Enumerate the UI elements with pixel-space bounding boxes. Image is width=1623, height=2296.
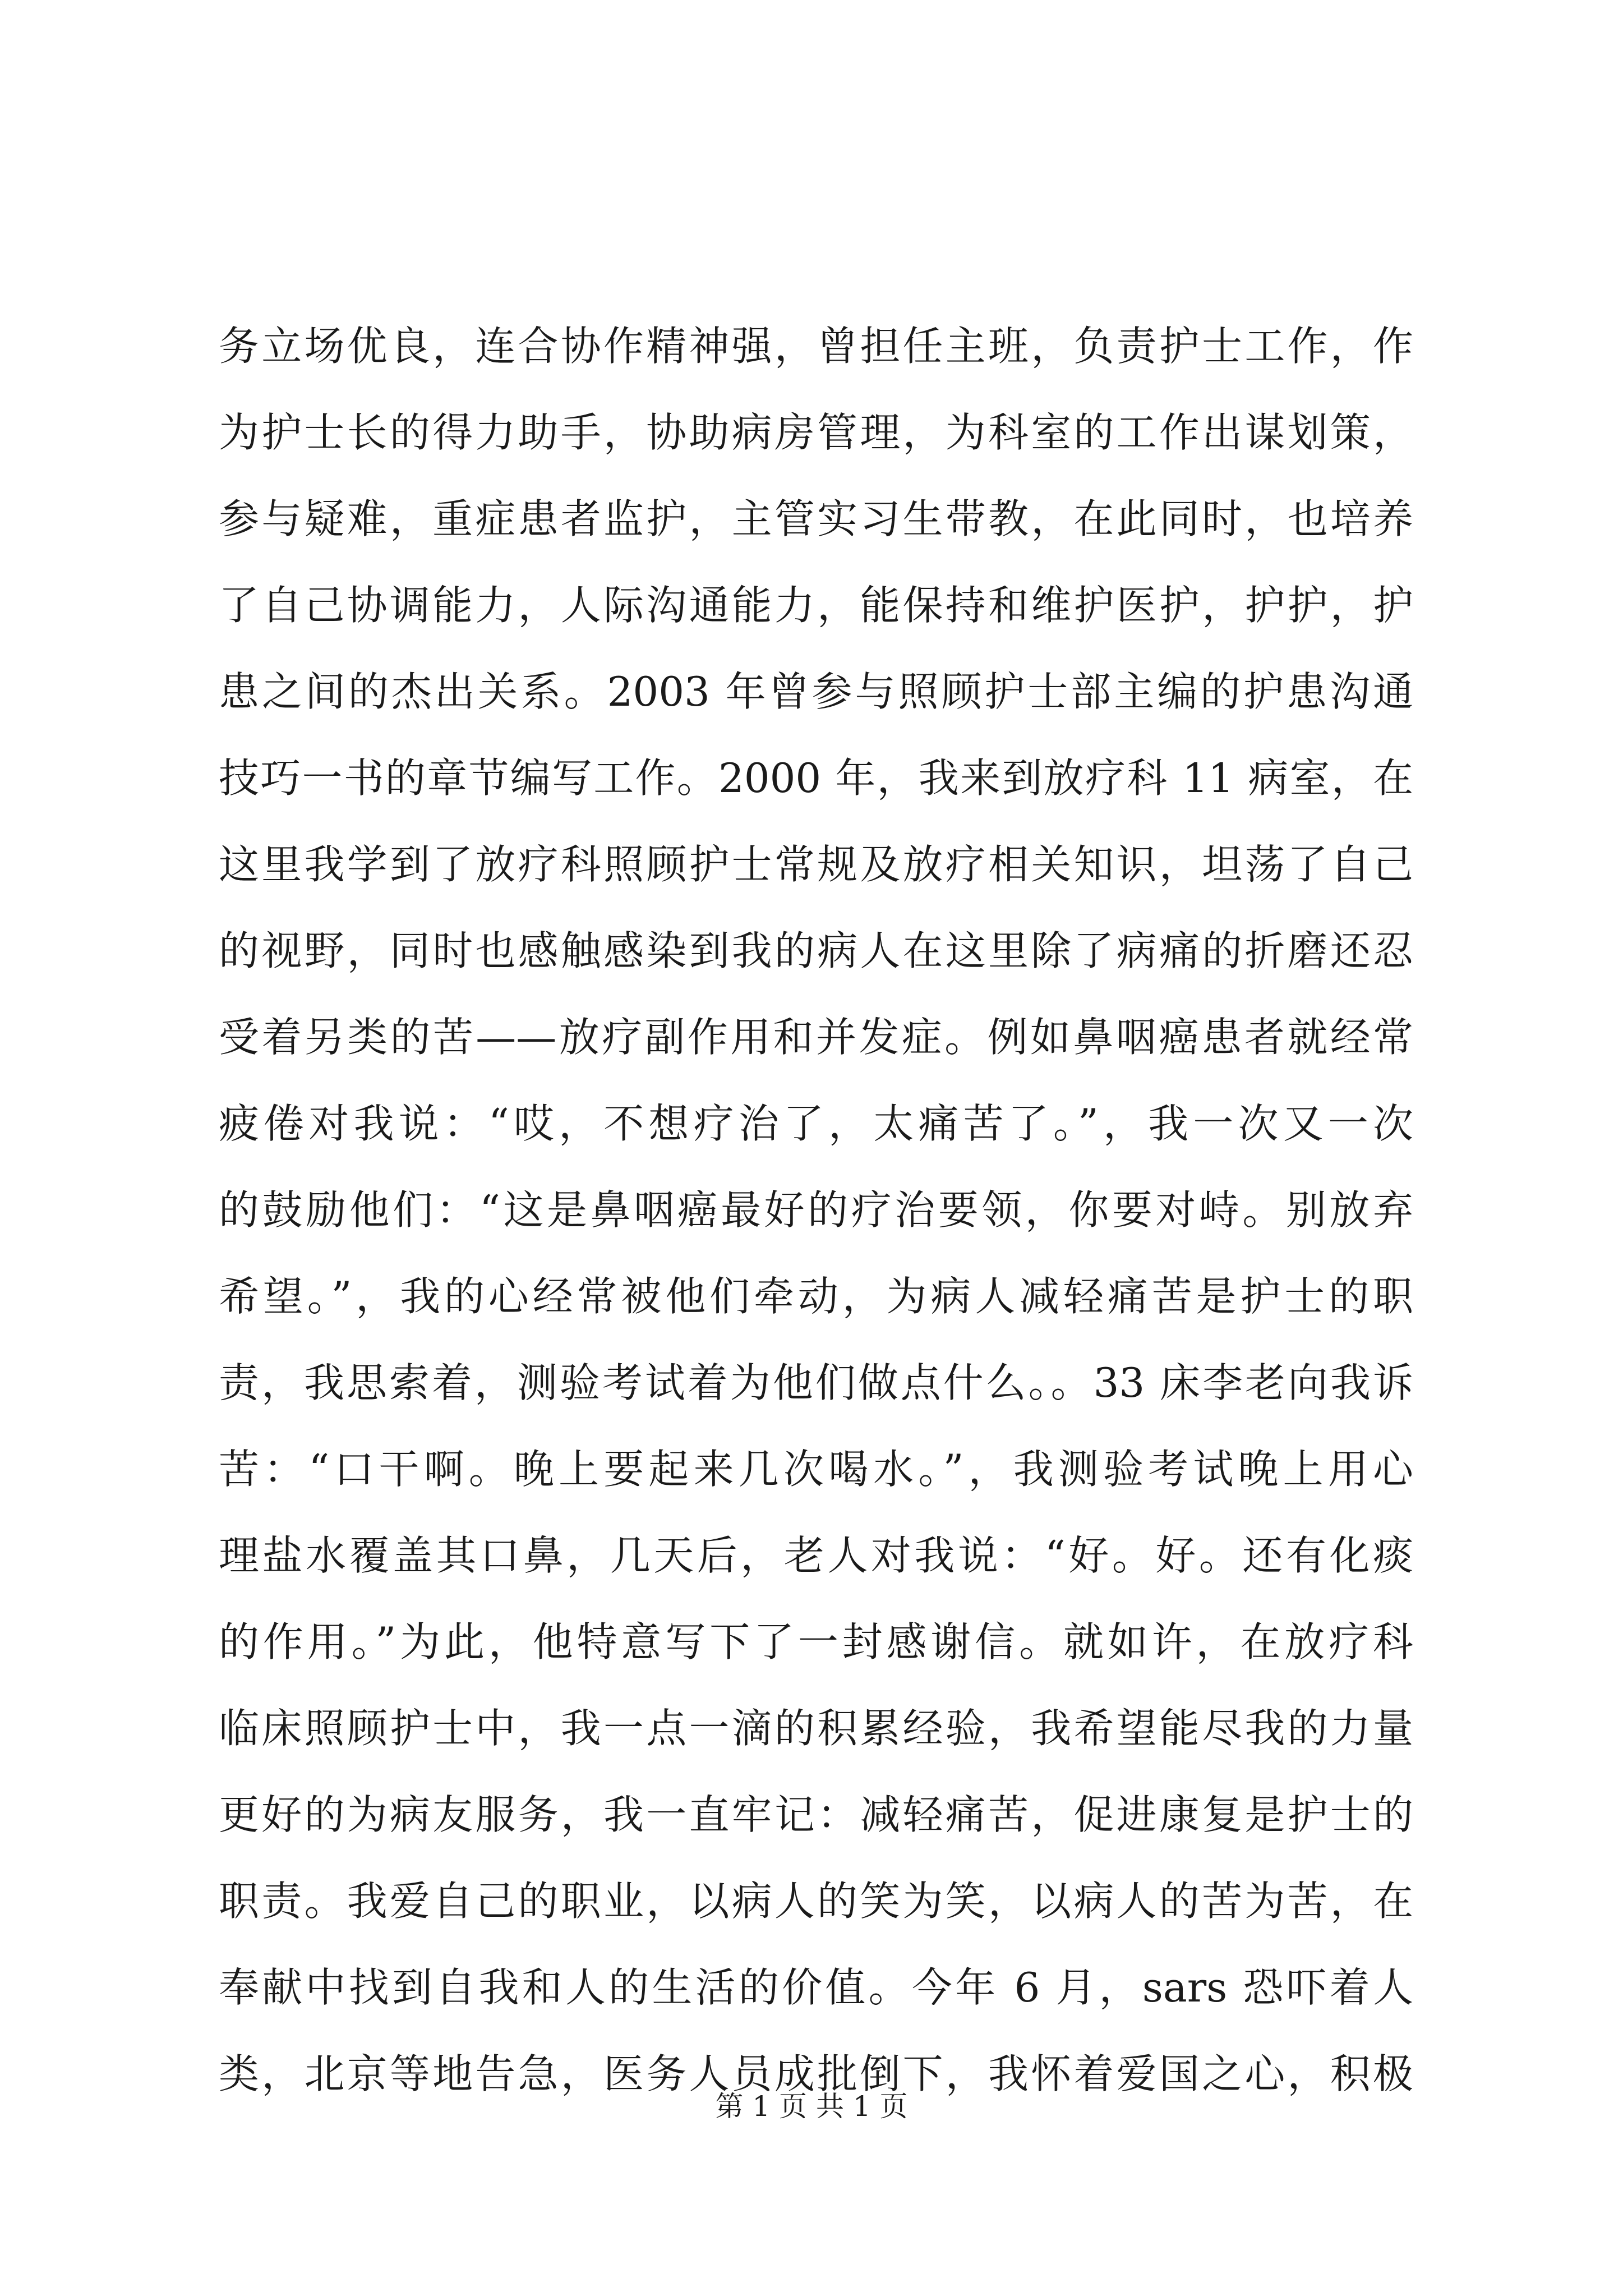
text-line: 的作用。”为此，他特意写下了一封感谢信。就如许，在放疗科 [219, 1618, 1413, 1665]
text-line: 患之间的杰出关系。2003 年曾参与照顾护士部主编的护患沟通 [219, 668, 1413, 715]
text-line: 参与疑难，重症患者监护，主管实习生带教，在此同时，也培养 [219, 495, 1413, 542]
text-line: 理盐水覆盖其口鼻，几天后，老人对我说：“好。好。还有化痰 [219, 1532, 1413, 1579]
page-footer: 第 1 页 共 1 页 [715, 2090, 908, 2123]
text-line: 奉献中找到自我和人的生活的价值。今年 6 月，sars 恐吓着人 [219, 1964, 1413, 2011]
text-line: 受着另类的苦——放疗副作用和并发症。例如鼻咽癌患者就经常 [219, 1014, 1413, 1061]
text-line: 了自己协调能力，人际沟通能力，能保持和维护医护，护护，护 [219, 582, 1413, 629]
text-line: 务立场优良，连合协作精神强，曾担任主班，负责护士工作，作 [219, 323, 1413, 370]
text-line: 为护士长的得力助手，协助病房管理，为科室的工作出谋划策， [219, 409, 1413, 456]
text-line: 这里我学到了放疗科照顾护士常规及放疗相关知识，坦荡了自己 [219, 841, 1413, 888]
text-line: 类，北京等地告急，医务人员成批倒下，我怀着爱国之心，积极 [219, 2050, 1413, 2097]
body-text [219, 303, 1413, 2117]
text-line: 的视野，同时也感触感染到我的病人在这里除了病痛的折磨还忍 [219, 927, 1413, 974]
text-line: 希望。”，我的心经常被他们牵动，为病人减轻痛苦是护士的职 [219, 1273, 1413, 1320]
text-line: 职责。我爱自己的职业，以病人的笑为笑，以病人的苦为苦，在 [219, 1878, 1413, 1925]
text-line: 疲倦对我说：“哎，不想疗治了，太痛苦了。”，我一次又一次 [219, 1100, 1413, 1147]
text-line: 临床照顾护士中，我一点一滴的积累经验，我希望能尽我的力量 [219, 1705, 1413, 1752]
text-line: 责，我思索着，测验考试着为他们做点什么。。33 床李老向我诉 [219, 1359, 1413, 1406]
text-line: 更好的为病友服务，我一直牢记：减轻痛苦，促进康复是护士的 [219, 1791, 1413, 1838]
text-line: 的鼓励他们：“这是鼻咽癌最好的疗治要领，你要对峙。别放弃 [219, 1186, 1413, 1234]
text-line: 技巧一书的章节编写工作。2000 年，我来到放疗科 11 病室，在 [219, 754, 1413, 802]
text-line: 苦：“口干啊。晚上要起来几次喝水。”，我测验考试晚上用心 [219, 1446, 1413, 1493]
